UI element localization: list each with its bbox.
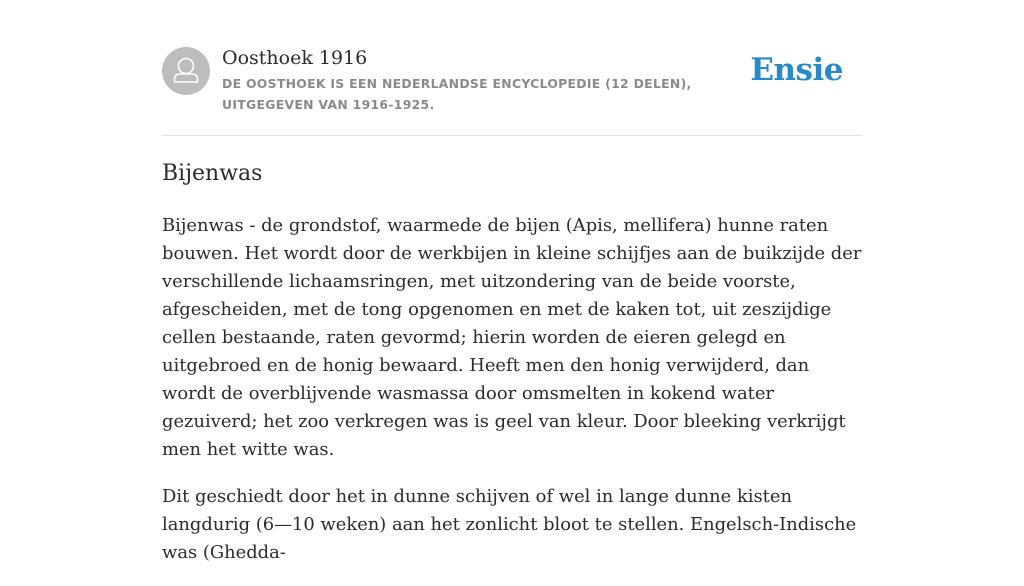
source-description: DE OOSTHOEK IS EEN NEDERLANDSE ENCYCLOPEDIE (12 DELEN), UITGEGEVEN VAN 1916-1925. [222, 76, 692, 112]
user-icon [162, 47, 210, 95]
article-paragraph: Bijenwas - de grondstof, waarmede de bijen (Apis, mellifera) hunne raten bouwen. Het wordt door de werkbijen in kleine schijfjes aan de buikzijde der verschillende lichaamsringen, met uitzondering van de beide voorste, afgescheiden, met de tong opgenomen en met de kaken tot, uit zeszijdige cellen bestaande, raten gevormd; hierin worden de eieren gelegd en uitgebroed en de honig bewaard. Heeft men den honig verwijderd, dan wordt de overblijvende wasmassa door omsmelten in kokend water gezuiverd; het zoo verkregen was is geel van kleur. Door bleeking verkrijgt men het witte was. [162, 215, 862, 460]
article-title: Bijenwas [162, 161, 263, 186]
source-header [162, 0, 862, 136]
source-title[interactable]: Oosthoek 1916 [222, 47, 368, 69]
avatar[interactable] [162, 47, 210, 95]
article-paragraph: Dit geschiedt door het in dunne schijven of wel in lange dunne kisten langdurig (6—10 weken) aan het zonlicht bloot te stellen. Engelsch-Indische was (Ghedda- [162, 486, 857, 563]
page-container [162, 0, 862, 563]
source-info [222, 45, 762, 115]
article-body [162, 212, 862, 586]
ensie-logo-link[interactable]: Ensie [750, 52, 843, 88]
